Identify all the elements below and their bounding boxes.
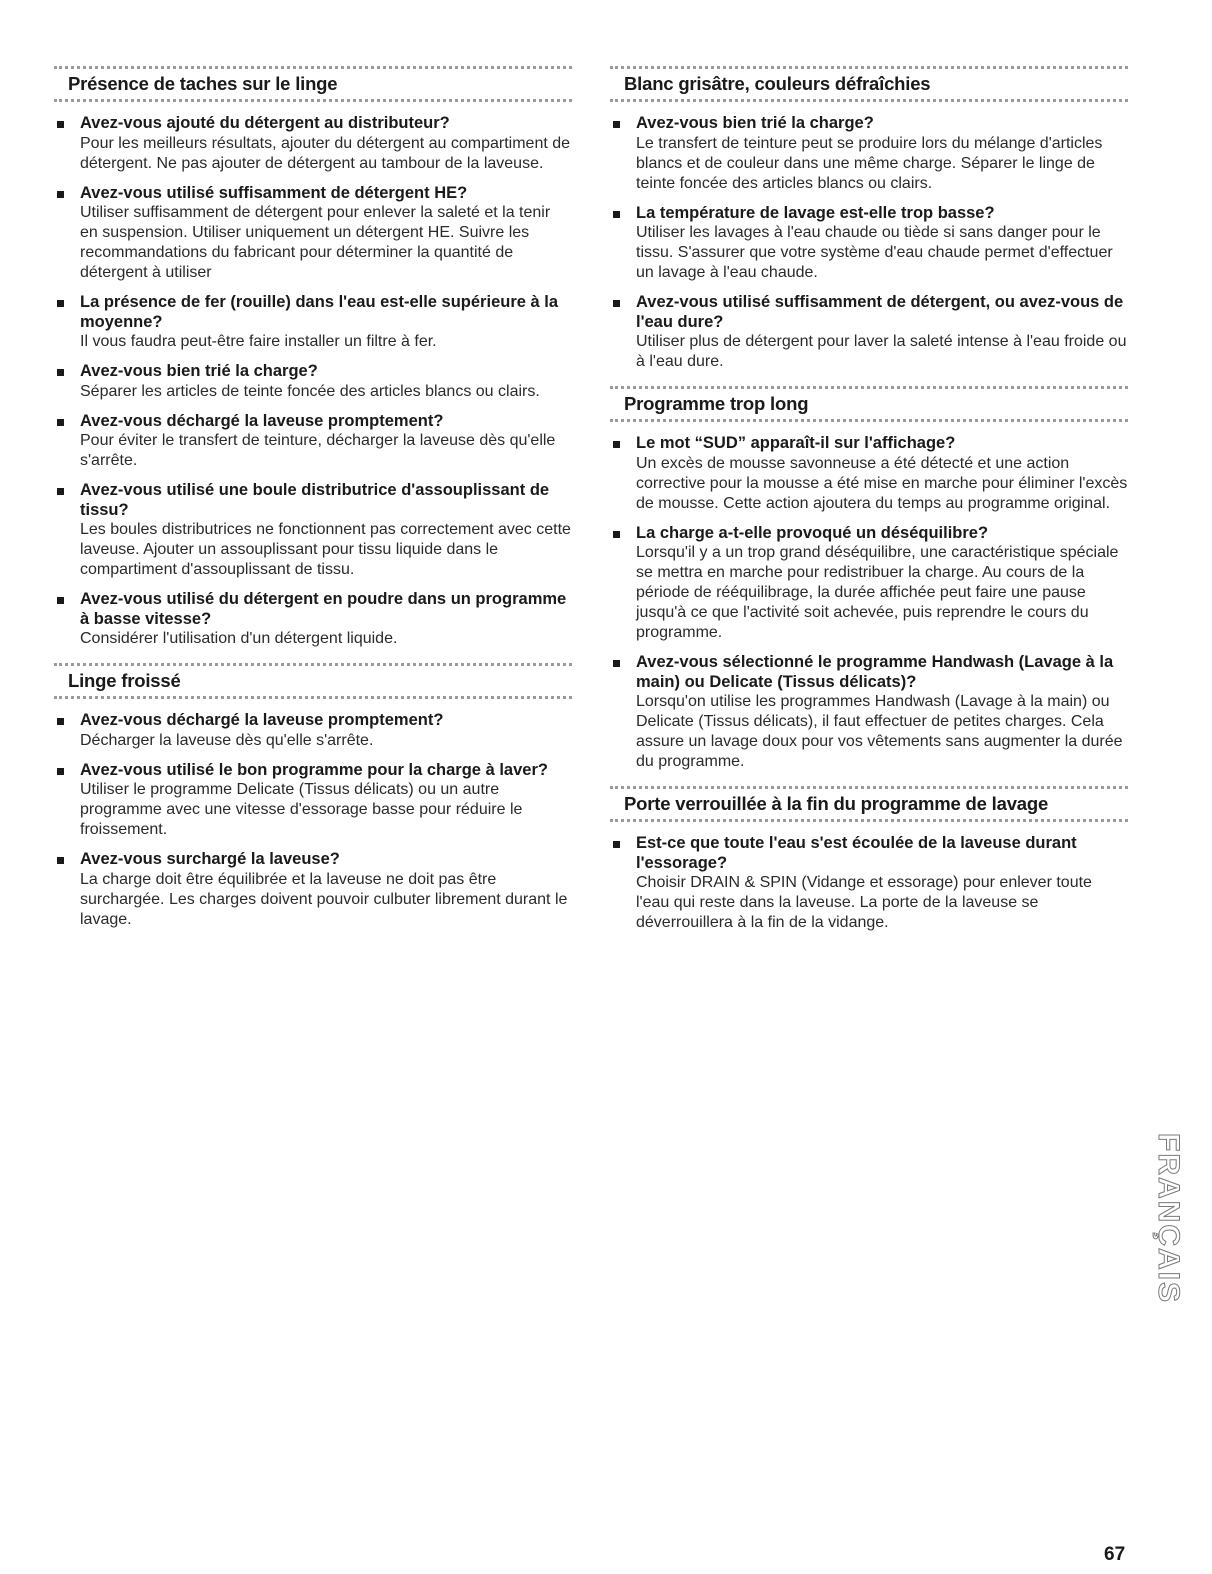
square-bullet-icon: [613, 441, 620, 448]
answer-text: Utiliser plus de détergent pour laver la saleté intense à l'eau froide ou à l'eau dure.: [636, 333, 1127, 370]
question-item: [54, 184, 572, 284]
square-bullet-icon: [613, 300, 620, 307]
question-item: [610, 204, 1128, 284]
question-text: La température de lavage est-elle trop basse?: [636, 203, 995, 222]
square-bullet-icon: [57, 121, 64, 128]
troubleshooting-section: [54, 66, 572, 649]
question-text: La charge a-t-elle provoqué un déséquilibre?: [636, 523, 989, 542]
question-list: [610, 434, 1128, 772]
answer-text: Lorsqu'on utilise les programmes Handwash (Lavage à la main) ou Delicate (Tissus délicats), il faut effectuer de petites charges. Cela assure un lavage doux pour vos vêtements sans augmenter la durée du programme.: [636, 693, 1123, 770]
square-bullet-icon: [57, 488, 64, 495]
answer-text: Choisir DRAIN & SPIN (Vidange et essorage) pour enlever toute l'eau qui reste dans la laveuse. La porte de la laveuse se déverrouillera à la fin de la vidange.: [636, 874, 1092, 931]
answer-text: Lorsqu'il y a un trop grand déséquilibre, une caractéristique spéciale se mettra en marche pour redistribuer la charge. Au cours de la période de rééquilibrage, la durée affichée peut faire une pause jusqu'à ce que l'activité soit achevée, puis reprendre le cours du programme.: [636, 544, 1119, 641]
question-item: [54, 412, 572, 472]
troubleshooting-section: [610, 786, 1128, 933]
square-bullet-icon: [57, 718, 64, 725]
answer-text: Utiliser le programme Delicate (Tissus délicats) ou un autre programme avec une vitesse d'essorage basse pour réduire le froissement.: [80, 781, 523, 838]
square-bullet-icon: [57, 369, 64, 376]
question-text: Avez-vous utilisé suffisamment de détergent, ou avez-vous de l'eau dure?: [636, 293, 1124, 331]
section-title: Programme trop long: [624, 393, 809, 414]
language-tab-label: FRANÇAIS: [1152, 1132, 1185, 1304]
question-list: [610, 114, 1128, 372]
square-bullet-icon: [57, 768, 64, 775]
question-text: Avez-vous sélectionné le programme Handwash (Lavage à la main) ou Delicate (Tissus délicats)?: [636, 653, 1114, 691]
answer-text: Utiliser suffisamment de détergent pour enlever la saleté et la tenir en suspension. Utiliser uniquement un détergent HE. Suivre les recommandations du fabricant pour déterminer la quantité de détergent à utiliser: [80, 204, 551, 281]
question-item: [610, 293, 1128, 372]
question-text: Avez-vous surchargé la laveuse?: [80, 850, 340, 868]
square-bullet-icon: [613, 531, 620, 538]
answer-text: Il vous faudra peut-être faire installer un filtre à fer.: [80, 333, 437, 350]
troubleshooting-section: [54, 663, 572, 930]
answer-text: Décharger la laveuse dès qu'elle s'arrête.: [80, 731, 374, 749]
question-item: [54, 761, 572, 841]
question-list: [610, 834, 1128, 933]
question-list: [54, 711, 572, 930]
question-text: Avez-vous déchargé la laveuse promptement?: [80, 711, 444, 729]
answer-text: Pour éviter le transfert de teinture, décharger la laveuse dès qu'elle s'arrête.: [80, 432, 556, 469]
left-column: [54, 66, 572, 944]
question-item: [54, 850, 572, 930]
question-text: Avez-vous ajouté du détergent au distributeur?: [80, 114, 450, 132]
dotted-rule-bottom: [610, 419, 1128, 422]
question-item: [54, 362, 572, 402]
page-number: 67: [1104, 1544, 1126, 1565]
question-text: Avez-vous bien trié la charge?: [636, 114, 874, 132]
square-bullet-icon: [613, 211, 620, 218]
question-text: Avez-vous utilisé suffisamment de détergent HE?: [80, 183, 468, 202]
square-bullet-icon: [57, 857, 64, 864]
answer-text: Considérer l'utilisation d'un détergent liquide.: [80, 630, 398, 647]
question-text: Est-ce que toute l'eau s'est écoulée de la laveuse durant l'essorage?: [636, 834, 1077, 872]
answer-text: La charge doit être équilibrée et la laveuse ne doit pas être surchargée. Les charges doivent pouvoir culbuter librement durant le lavage.: [80, 870, 568, 928]
section-title: Porte verrouillée à la fin du programme de lavage: [624, 793, 1049, 814]
question-text: La présence de fer (rouille) dans l'eau est-elle supérieure à la moyenne?: [80, 293, 559, 331]
question-text: Avez-vous utilisé le bon programme pour la charge à laver?: [80, 760, 548, 779]
question-text: Le mot “SUD” apparaît-il sur l'affichage?: [636, 434, 956, 452]
dotted-rule-bottom: [610, 819, 1128, 822]
question-item: [54, 590, 572, 649]
answer-text: Pour les meilleurs résultats, ajouter du détergent au compartiment de détergent. Ne pas ajouter de détergent au tambour de la laveuse.: [80, 134, 571, 172]
section-title: Blanc grisâtre, couleurs défraîchies: [624, 73, 931, 94]
answer-text: Séparer les articles de teinte foncée des articles blancs ou clairs.: [80, 382, 540, 400]
troubleshooting-section: [610, 386, 1128, 772]
dotted-rule-bottom: [610, 99, 1128, 102]
question-text: Avez-vous bien trié la charge?: [80, 362, 318, 380]
question-text: Avez-vous utilisé du détergent en poudre dans un programme à basse vitesse?: [80, 590, 567, 628]
question-item: [610, 524, 1128, 644]
answer-text: Un excès de mousse savonneuse a été détecté et une action corrective pour la mousse a été mise en marche pour éliminer l'excès de mousse. Cette action ajoutera du temps au programme original.: [636, 454, 1128, 512]
square-bullet-icon: [613, 121, 620, 128]
question-item: [54, 293, 572, 352]
question-text: Avez-vous utilisé une boule distributrice d'assouplissant de tissu?: [80, 481, 550, 519]
question-item: [54, 114, 572, 174]
language-tab: [1150, 1078, 1186, 1358]
right-column: [610, 66, 1128, 947]
dotted-rule-bottom: [54, 99, 572, 102]
answer-text: Les boules distributrices ne fonctionnent pas correctement avec cette laveuse. Ajouter un assouplissant pour tissu liquide dans le compartiment d'assouplissant de tissu.: [80, 521, 571, 578]
square-bullet-icon: [57, 300, 64, 307]
question-item: [610, 114, 1128, 194]
troubleshooting-section: [610, 66, 1128, 372]
answer-text: Le transfert de teinture peut se produire lors du mélange d'articles blancs et de couleur dans une même charge. Séparer le linge de teinte foncée des articles blancs ou clairs.: [636, 134, 1103, 192]
square-bullet-icon: [613, 660, 620, 667]
question-list: [54, 114, 572, 649]
square-bullet-icon: [57, 419, 64, 426]
square-bullet-icon: [57, 191, 64, 198]
question-item: [54, 481, 572, 580]
square-bullet-icon: [613, 841, 620, 848]
square-bullet-icon: [57, 597, 64, 604]
question-item: [54, 711, 572, 751]
question-item: [610, 834, 1128, 933]
dotted-rule-bottom: [54, 696, 572, 699]
section-title: Linge froissé: [68, 670, 181, 691]
question-text: Avez-vous déchargé la laveuse promptement?: [80, 411, 444, 430]
answer-text: Utiliser les lavages à l'eau chaude ou tiède si sans danger pour le tissu. S'assurer que votre système d'eau chaude permet d'effectuer un lavage à l'eau chaude.: [636, 224, 1113, 281]
question-item: [610, 434, 1128, 514]
section-title: Présence de taches sur le linge: [68, 73, 338, 94]
question-item: [610, 653, 1128, 772]
